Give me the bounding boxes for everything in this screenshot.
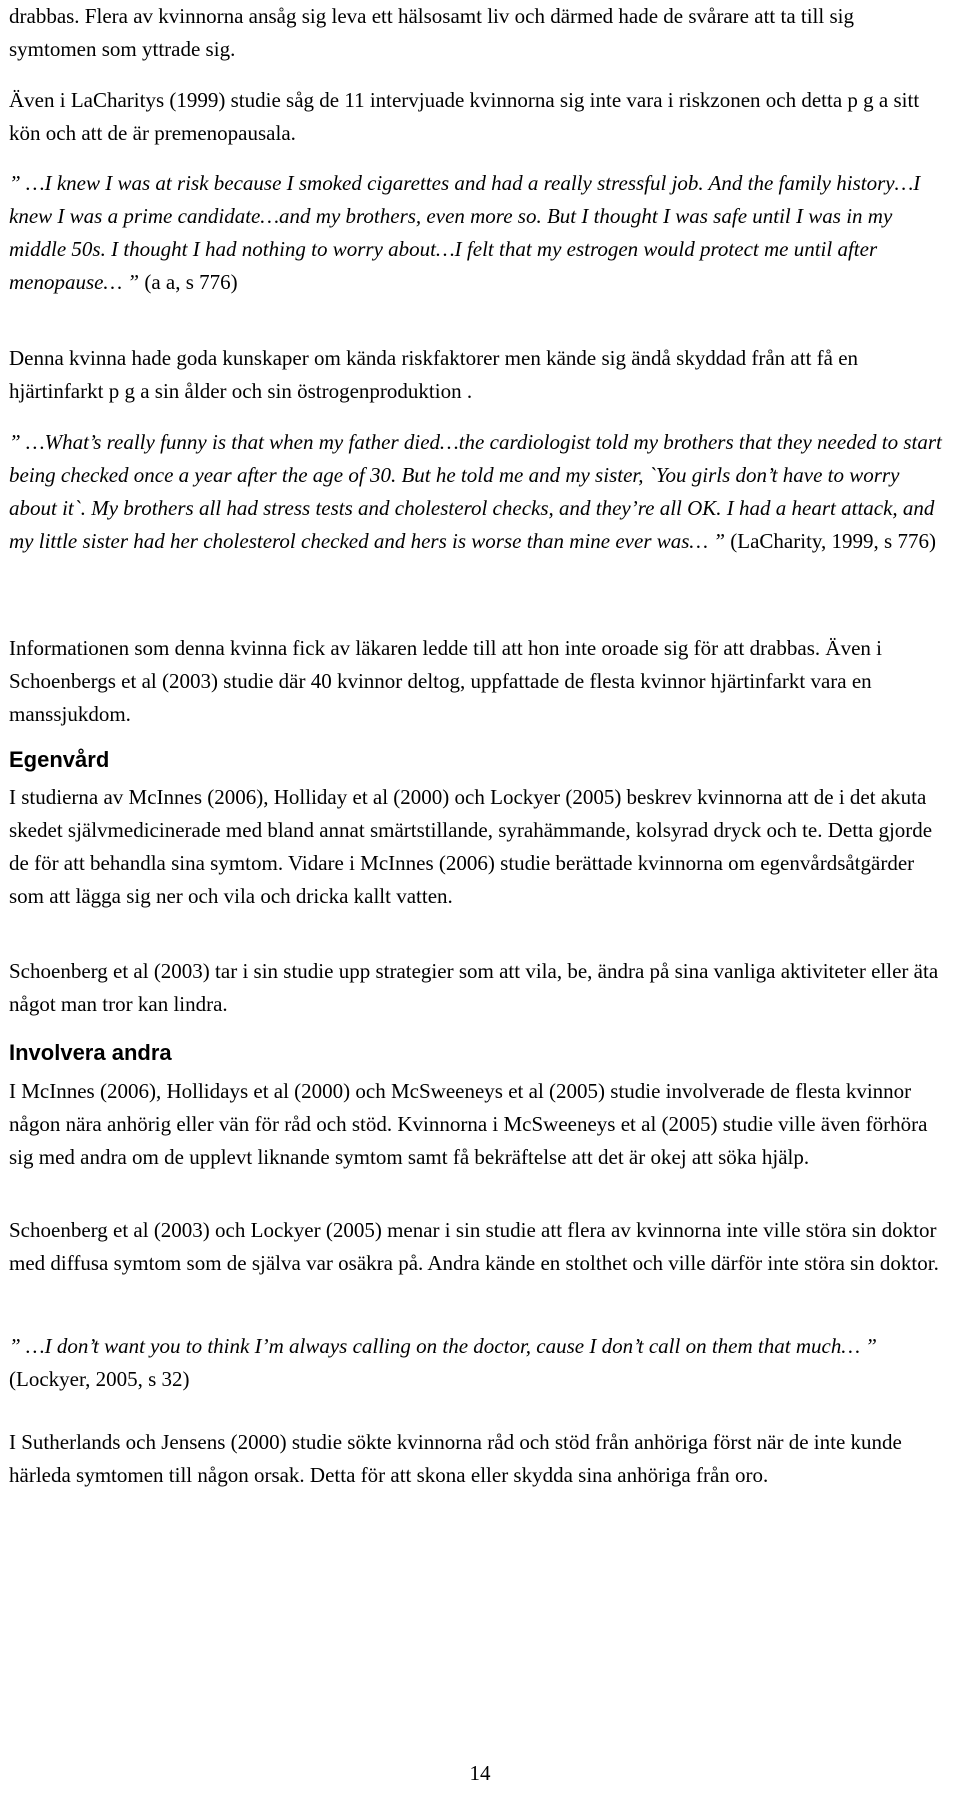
quote-text: ” …I don’t want you to think I’m always calling on the doctor, cause I don’t call on them that much… ”	[9, 1334, 877, 1358]
page-number: 14	[469, 1761, 491, 1785]
quote-cardiologist	[9, 426, 944, 558]
paragraph-lacharity: Även i LaCharitys (1999) studie såg de 11 intervjuade kvinnorna sig inte vara i riskzonen och detta p g a sitt kön och att de är premenopausala.	[9, 88, 920, 145]
quote-reference: (Lockyer, 2005, s 32)	[9, 1367, 190, 1391]
paragraph-schoenberg-lockyer: Schoenberg et al (2003) och Lockyer (2005) menar i sin studie att flera av kvinnorna inte ville störa sin doktor med diffusa symtom som de själva var osäkra på. Andra kände en stolthet och ville därför inte störa sin doktor.	[9, 1218, 939, 1275]
quote-reference: (a a, s 776)	[139, 270, 238, 294]
paragraph-involvera-studier: I McInnes (2006), Hollidays et al (2000) och McSweeneys et al (2005) studie involverade de flesta kvinnor någon nära anhörig eller vän för råd och stöd. Kvinnorna i McSweeneys et al (2005) studie ville även förhöra sig med andra om de upplevt liknande symtom samt få bekräftelse att det är okej att söka hjälp.	[9, 1079, 928, 1169]
paragraph-informationen: Informationen som denna kvinna fick av läkaren ledde till att hon inte oroade sig för att drabbas. Även i Schoenbergs et al (2003) studie där 40 kvinnor deltog, uppfattade de flesta kvinnor hjärtinfarkt vara en manssjukdom.	[9, 636, 882, 726]
paragraph-sutherland-jensen: I Sutherlands och Jensens (2000) studie sökte kvinnorna råd och stöd från anhöriga först när de inte kunde härleda symtomen till någon orsak. Detta för att skona eller skydda sina anhöriga från oro.	[9, 1430, 902, 1487]
section-heading-involvera-andra: Involvera andra	[9, 1040, 172, 1065]
quote-estrogen	[9, 167, 944, 299]
quote-doctor	[9, 1330, 944, 1396]
quote-reference: (LaCharity, 1999, s 776)	[725, 529, 936, 553]
paragraph-intro-drabbas: drabbas. Flera av kvinnorna ansåg sig leva ett hälsosamt liv och därmed hade de svårare att ta till sig symtomen som yttrade sig.	[9, 4, 854, 61]
paragraph-egenvard-studier: I studierna av McInnes (2006), Holliday et al (2000) och Lockyer (2005) beskrev kvinnorna att de i det akuta skedet självmedicinerade med bland annat smärtstillande, syrahämmande, kolsyrad dryck och te. Detta gjorde de för att behandla sina symtom. Vidare i McInnes (2006) studie berättade kvinnorna om egenvårdsåtgärder som att lägga sig ner och vila och dricka kallt vatten.	[9, 785, 933, 908]
paragraph-riskfaktorer: Denna kvinna hade goda kunskaper om kända riskfaktorer men kände sig ändå skyddad från att få en hjärtinfarkt p g a sin ålder och sin östrogenproduktion .	[9, 346, 859, 403]
quote-text: ” …I knew I was at risk because I smoked cigarettes and had a really stressful job. And the family history…I knew I was a prime candidate…and my brothers, even more so. But I thought I was safe until I was in my middle 50s. I thought I had nothing to worry about…I felt that my estrogen would protect me until after menopause… ”	[9, 171, 921, 294]
quote-text: ” …What’s really funny is that when my father died…the cardiologist told my brothers that they needed to start being checked once a year after the age of 30. But he told me and my sister, `You girls don’t have to worry about it`. My brothers all had stress tests and cholesterol checks, and they’re all OK. I had a heart attack, and my little sister had her cholesterol checked and hers is worse than mine ever was… ”	[9, 430, 942, 553]
section-heading-egenvard: Egenvård	[9, 747, 110, 772]
paragraph-schoenberg-strategier: Schoenberg et al (2003) tar i sin studie upp strategier som att vila, be, ändra på sina vanliga aktiviteter eller äta något man tror kan lindra.	[9, 959, 939, 1016]
